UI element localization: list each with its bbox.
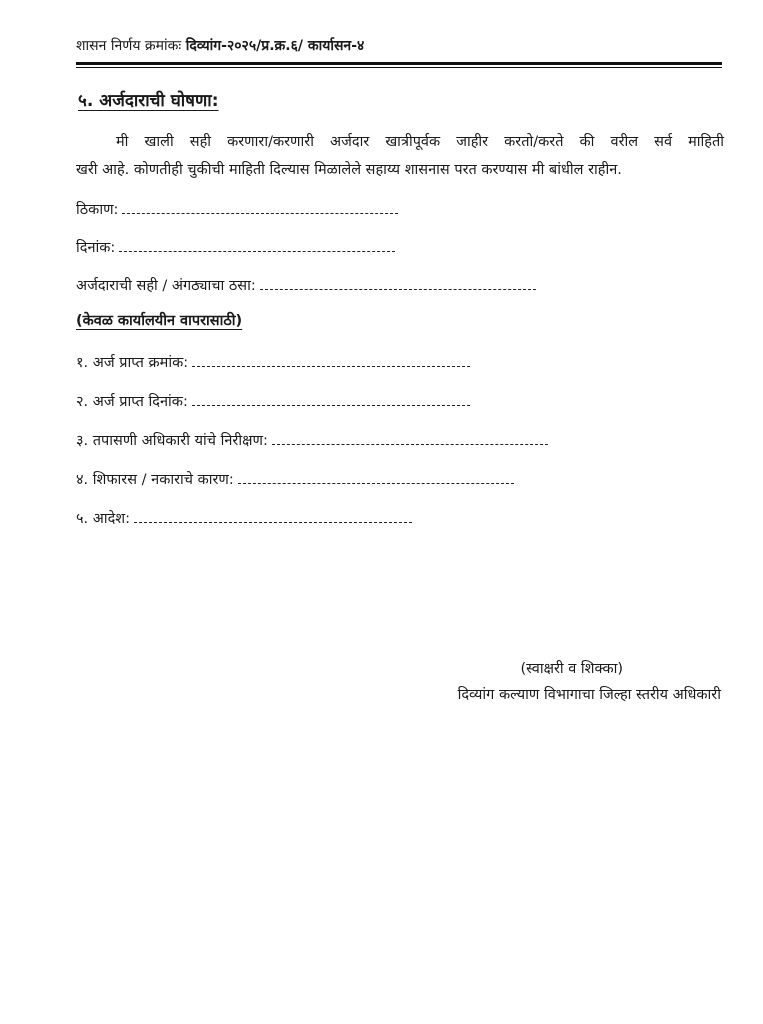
office-item-label: ३. तपासणी अधिकारी यांचे निरीक्षण: xyxy=(76,433,268,449)
officer-designation: दिव्यांग कल्याण विभागाचा जिल्हा स्तरीय अधिकारी xyxy=(457,687,721,703)
place-blank-line xyxy=(122,197,398,214)
date-blank-line xyxy=(119,235,395,252)
office-item-recommendation-reason xyxy=(76,467,514,491)
office-item-label: ५. आदेश: xyxy=(76,511,131,527)
office-item-blank-line xyxy=(192,389,470,406)
applicant-signature-blank-line xyxy=(260,273,536,290)
declaration-line-2: खरी आहे. कोणतीही चुकीची माहिती दिल्यास मिळालेले सहाय्य शासनास परत करण्यास मी बांधील राहीन. xyxy=(76,162,622,178)
office-item-blank-line xyxy=(238,467,514,484)
date-field xyxy=(76,235,395,259)
applicant-signature-field xyxy=(76,273,536,297)
date-label: दिनांक: xyxy=(76,240,116,256)
place-field xyxy=(76,197,398,221)
gr-number-label: शासन निर्णय क्रमांकः xyxy=(76,38,182,54)
document-header xyxy=(76,36,721,56)
office-item-application-number xyxy=(76,350,470,374)
office-item-blank-line xyxy=(272,428,548,445)
declaration-paragraph xyxy=(76,128,724,184)
office-item-label: २. अर्ज प्राप्त दिनांक: xyxy=(76,394,188,410)
office-item-application-date xyxy=(76,389,470,413)
signature-seal-caption: (स्वाक्षरी व शिक्का) xyxy=(520,661,623,677)
office-item-order xyxy=(76,506,412,530)
declaration-line-1: मी खाली सही करणारा/करणारी अर्जदार खात्रीपूर्वक जाहीर करतो/करते की वरील सर्व माहिती xyxy=(116,134,724,150)
office-item-blank-line xyxy=(134,506,412,523)
office-use-heading: (केवळ कार्यालयीन वापरासाठी) xyxy=(76,313,243,329)
header-rule-thick xyxy=(76,62,722,65)
declaration-heading: ५. अर्जदाराची घोषणा: xyxy=(78,91,219,111)
header-rule-thin xyxy=(76,67,722,68)
office-item-label: ४. शिफारस / नकाराचे कारण: xyxy=(76,472,234,488)
office-item-inspection-remarks xyxy=(76,428,548,452)
applicant-signature-label: अर्जदाराची सही / अंगठ्याचा ठसा: xyxy=(76,278,256,294)
place-label: ठिकाण: xyxy=(76,202,119,218)
gr-reference-number: दिव्यांग-२०२५/प्र.क्र.६/ कार्यासन-४ xyxy=(185,38,365,54)
office-item-label: १. अर्ज प्राप्त क्रमांक: xyxy=(76,355,189,371)
officer-signature-block xyxy=(458,656,721,708)
office-item-blank-line xyxy=(192,350,470,367)
